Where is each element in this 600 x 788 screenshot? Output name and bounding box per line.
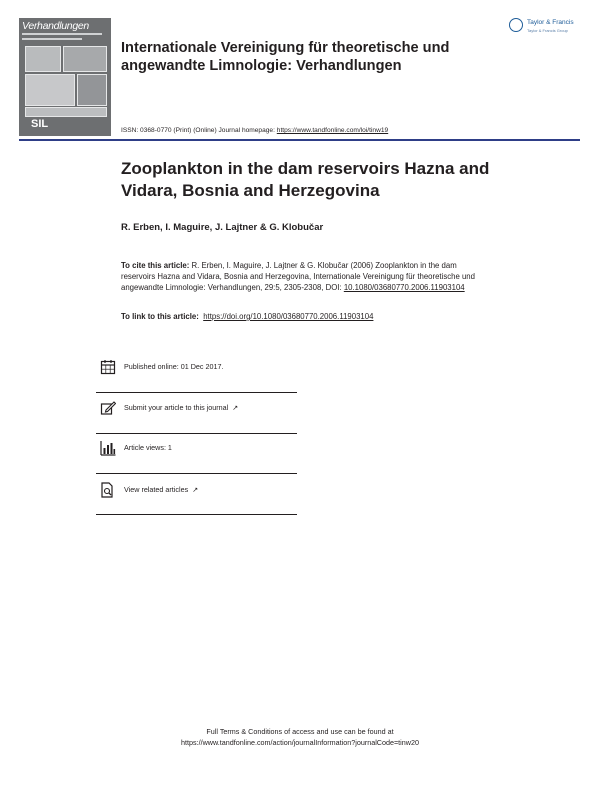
cover-subtitle-bar [22, 33, 102, 35]
external-link-icon: ↗ [192, 487, 199, 494]
meta-divider [96, 473, 297, 474]
article-title: Zooplankton in the dam reservoirs Hazna and Vidara, Bosnia and Herzegovina [121, 159, 490, 200]
article-link-line [121, 312, 373, 321]
article-views: Article views: 1 [124, 443, 172, 452]
journal-homepage-link[interactable]: https://www.tandfonline.com/loi/tinw19 [276, 127, 389, 134]
cover-photo [25, 107, 107, 117]
citation-doi-link[interactable]: 10.1080/03680770.2006.11903104 [343, 283, 465, 292]
edit-icon [100, 400, 116, 416]
journal-title: Internationale Vereinigung für theoretische und angewandte Limnologie: Verhandlungen [121, 40, 450, 74]
submit-article-label: Submit your article to this journal [124, 403, 229, 412]
footer-terms-link[interactable]: https://www.tandfonline.com/action/journalInformation?journalCode=tinw20 [181, 738, 419, 747]
cover-photo [25, 74, 75, 106]
article-authors: R. Erben, I. Maguire, J. Lajtner & G. Klobučar [121, 222, 324, 233]
external-link-icon: ↗ [232, 405, 239, 412]
related-articles-label: View related articles [124, 485, 189, 494]
issn-text: ISSN: 0368-0770 (Print) (Online) Journal homepage: [121, 127, 277, 134]
citation-text: R. Erben, I. Maguire, J. Lajtner & G. Klobučar (2006) Zooplankton in the dam reservoirs Hazna and Vidara, Bosnia and Herzegovina, Internationale Vereinigung für theoretische und angewandte Limnologie: Verhandlungen, 29:5, 2305-2308, DOI: [121, 261, 475, 292]
article-doi-link[interactable]: https://doi.org/10.1080/03680770.2006.11903104 [203, 312, 374, 321]
link-label: To link to this article: [121, 312, 199, 321]
cover-photo [25, 46, 61, 72]
journal-cover-image [19, 18, 111, 136]
publisher-tagline: Taylor & Francis Group [527, 28, 568, 33]
cover-title: Verhandlungen [22, 20, 89, 32]
publisher-logo-circle-icon [509, 18, 523, 32]
publisher-name: Taylor & Francis [527, 19, 574, 26]
cover-society-logo: SIL [31, 118, 49, 130]
published-date: Published online: 01 Dec 2017. [124, 362, 224, 371]
citation-block [121, 260, 481, 293]
cover-subtitle-bar-2 [22, 38, 82, 40]
citation-label: To cite this article: [121, 261, 190, 270]
footer-terms [0, 726, 600, 748]
meta-divider [96, 392, 297, 393]
cover-photo [77, 74, 107, 106]
footer-terms-text: Full Terms & Conditions of access and use can be found at [206, 727, 394, 736]
publisher-logo [509, 16, 581, 38]
header-divider [19, 139, 580, 141]
bar-chart-icon [100, 440, 116, 456]
meta-divider [96, 514, 297, 515]
meta-divider [96, 433, 297, 434]
cover-photo [63, 46, 107, 72]
related-articles-link[interactable] [124, 485, 198, 494]
issn-line [121, 127, 388, 134]
document-search-icon [100, 482, 116, 498]
calendar-icon [100, 359, 116, 375]
submit-article-link[interactable] [124, 403, 238, 412]
